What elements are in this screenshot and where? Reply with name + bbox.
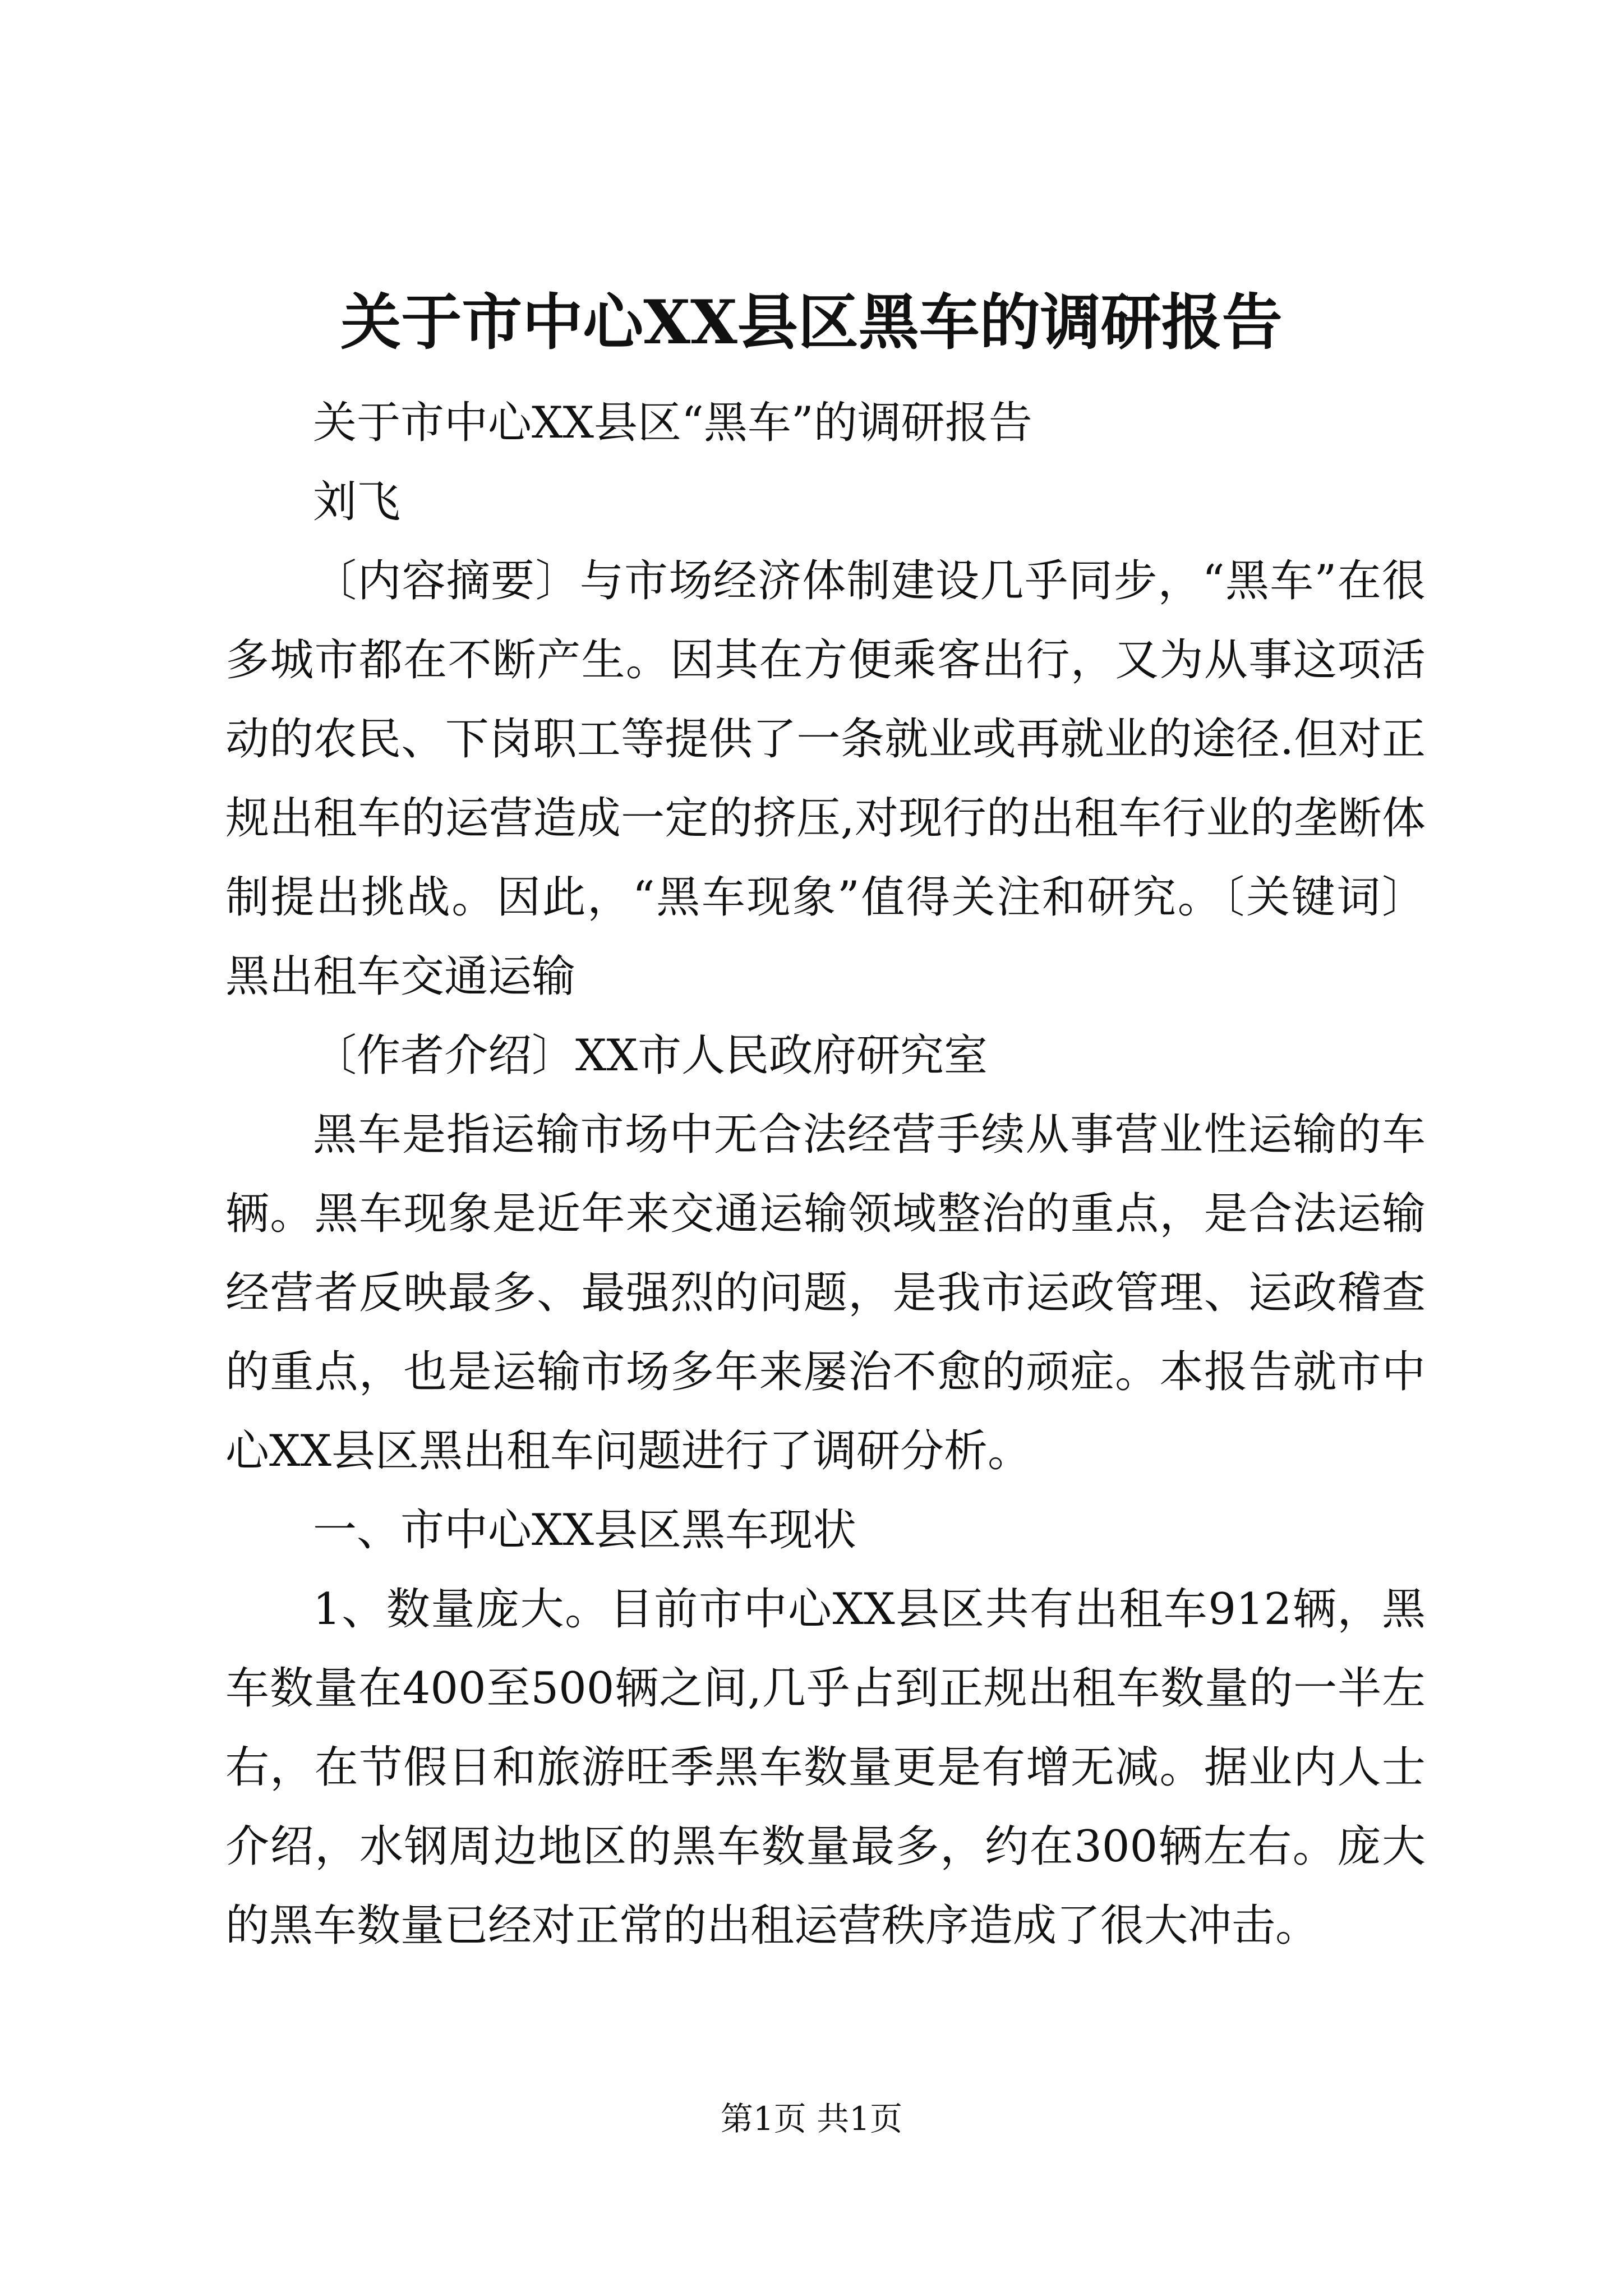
document-title: 关于市中心XX县区黑车的调研报告 (340, 287, 1283, 358)
document-body (225, 384, 1426, 1966)
author-paragraph: 刘飞 (313, 477, 401, 527)
point-paragraph: 1、数量庞大。目前市中心XX县区共有出租车912辆，黑车数量在400至500辆之间,几乎占到正规出租车数量的一半左右，在节假日和旅游旺季黑车数量更是有增无减。据业内人士介绍，水钢周边地区的黑车数量最多，约在300辆左右。庞大的黑车数量已经对正常的出租运营秩序造成了很大冲击。 (225, 1584, 1426, 1951)
page-footer: 第1页 共1页 (720, 2100, 903, 2138)
subtitle-paragraph: 关于市中心XX县区“黑车”的调研报告 (313, 398, 1032, 448)
abstract-paragraph: 〔内容摘要〕与市场经济体制建设几乎同步，“黑车”在很多城市都在不断产生。因其在方便乘客出行，又为从事这项活动的农民、下岗职工等提供了一条就业或再就业的途径.但对正规出租车的运营造成一定的挤压,对现行的出租车行业的垄断体制提出挑战。因此，“黑车现象”值得关注和研究。〔关键词〕黑出租车交通运输 (225, 556, 1426, 1002)
definition-paragraph: 黑车是指运输市场中无合法经营手续从事营业性运输的车辆。黑车现象是近年来交通运输领域整治的重点，是合法运输经营者反映最多、最强烈的问题，是我市运政管理、运政稽查的重点，也是运输市场多年来屡治不愈的顽症。本报告就市中心XX县区黑出租车问题进行了调研分析。 (225, 1110, 1426, 1476)
author-intro-paragraph: 〔作者介绍〕XX市人民政府研究室 (313, 1030, 988, 1081)
section-heading: 一、市中心XX县区黑车现状 (313, 1505, 857, 1556)
